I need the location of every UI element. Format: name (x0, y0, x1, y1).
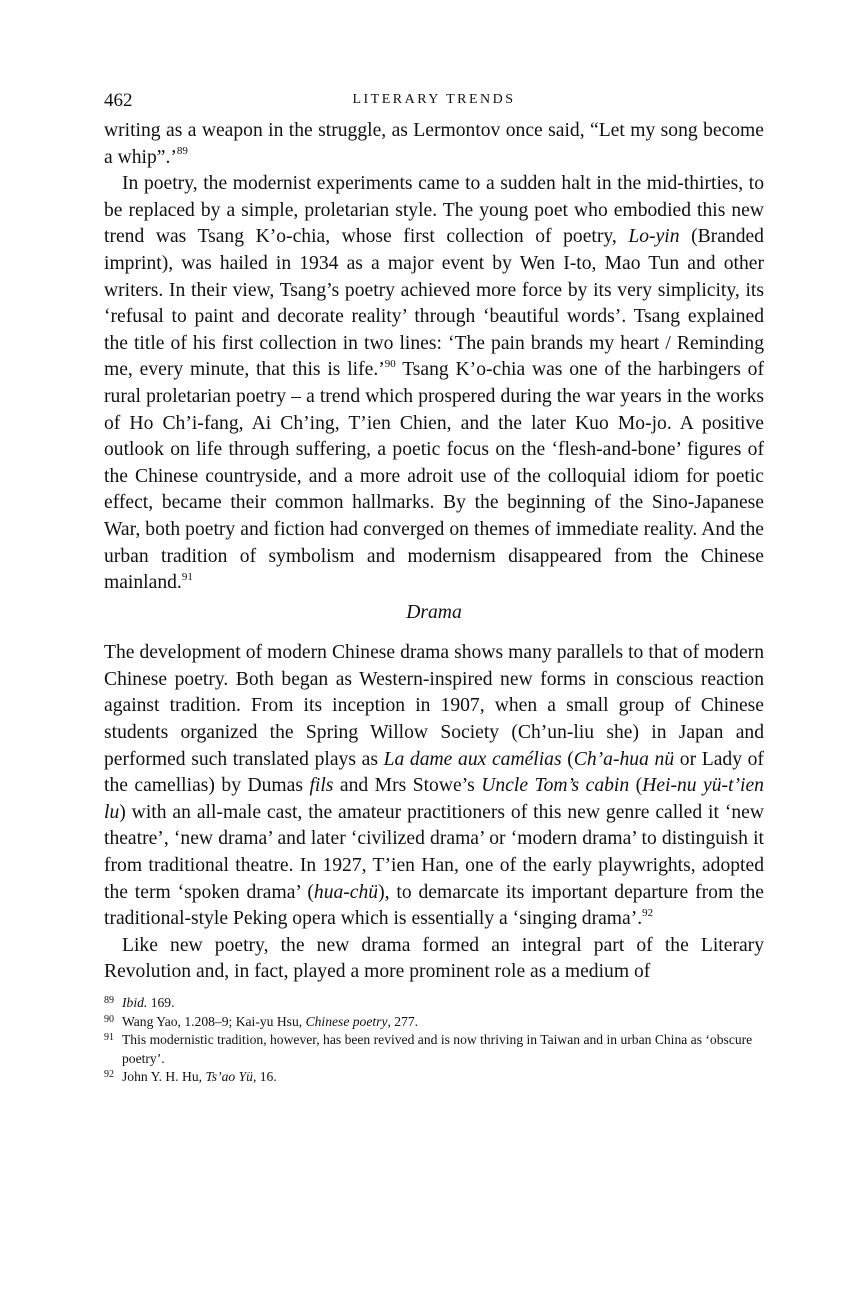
footnote-89 (104, 994, 764, 1013)
footnote-segment: , 277. (387, 1013, 419, 1029)
paragraph-2 (104, 171, 764, 597)
footnote-number: 89 (104, 995, 114, 1006)
body-text (104, 118, 764, 986)
paragraph-text: In poetry, the modernist experiments came to a sudden halt in the mid-thirties, to be replaced by a simple, proletarian style. The young poet who embodied this new trend was Tsang K’o-chia, whose first collection of poetry, (104, 173, 764, 248)
italic-title: Ch’a-hua nü (573, 748, 675, 770)
paragraph-text: ), to demarcate its important departure from the traditional-style Peking opera which is essentially a ‘singing drama’. (104, 881, 764, 930)
italic-title: Ts’ao Yü (205, 1069, 253, 1084)
italic-term: hua-chü (313, 881, 379, 903)
footnote-number: 91 (104, 1032, 114, 1043)
paragraph-text: (Branded imprint), was hailed in 1934 as a major event by Wen I-to, Mao Tun and other writers. In their view, Tsang’s poetry achieved more force by its very simplicity, its ‘refusal to paint and decorate reality’ through ‘beautiful words’. Tsang explained the title of his first collection in two lines: ‘The pain brands my heart / Reminding me, every minute, that this is life.’ (104, 226, 764, 381)
footnote-ref-89[interactable]: 89 (176, 145, 188, 158)
book-page (104, 90, 764, 1087)
italic-title: Hei-nu yü-t’ien lu (104, 775, 764, 823)
italic-word: fils (309, 775, 334, 797)
footnote-segment: Wang Yao, 1.208–9; Kai-yu Hsu, (122, 1013, 306, 1029)
footnote-ref-90[interactable]: 90 (384, 357, 396, 370)
footnote-number: 92 (104, 1069, 114, 1080)
footnote-text (122, 995, 174, 1010)
paragraph-text: ( (561, 748, 574, 770)
italic-title: La dame aux camélias (383, 748, 562, 770)
footnote-text: This modernistic tradition, however, has been revived and is now thriving in Taiwan and in urban China as ‘obscure poetry’. (122, 1032, 753, 1066)
italic-word: Ibid. (122, 995, 148, 1010)
paragraph-text: The development of modern Chinese drama shows many parallels to that of modern Chinese poetry. Both began as Western-inspired new forms in conscious reaction against tradition. From its inception in 1907, when a small group of Chinese students organized the Spring Willow Society (Ch’un-liu she) in Japan and performed such translated plays as (104, 642, 764, 770)
footnote-90 (104, 1013, 764, 1032)
header-title: LITERARY TRENDS (352, 92, 516, 107)
footnote-92 (104, 1068, 764, 1087)
footnote-segment: , 16. (252, 1069, 277, 1084)
paragraph-text: writing as a weapon in the struggle, as Lermontov once said, “Let my song become a whip”.’ (104, 120, 764, 168)
footnotes (104, 994, 764, 1087)
section-title-drama: Drama (406, 601, 462, 623)
paragraph-text: Tsang K’o-chia was one of the harbingers of rural proletarian poetry – a trend which prospered during the war years in the works of Ho Ch’i-fang, Ai Ch’ing, T’ien Chien, and the later Kuo Mo-jo. A positive outlook on life through suffering, a poetic focus on the ‘flesh-and-bone’ figures of the Chinese countryside, and a more adroit use of the colloquial idiom for poetic effect, became their common hallmarks. By the beginning of the Sino-Japanese War, both poetry and fiction had converged on themes of immediate reality. And the urban tradition of symbolism and modernism disappeared from the Chinese mainland. (104, 359, 764, 594)
footnote-ref-92[interactable]: 92 (642, 906, 654, 919)
paragraph-text: or Lady of the camellias) by Dumas (104, 748, 764, 797)
footnote-91 (104, 1031, 764, 1068)
italic-title: Chinese poetry (305, 1013, 388, 1029)
paragraph-text: Like new poetry, the new drama formed an integral part of the Literary Revolution and, in fact, played a more prominent role as a medium of (104, 934, 764, 983)
footnote-number: 90 (104, 1013, 114, 1025)
paragraph-3 (104, 640, 764, 933)
page-number: 462 (104, 90, 133, 111)
footnote-ref-91[interactable]: 91 (181, 570, 193, 583)
running-head (104, 90, 764, 116)
paragraph-text: ) with an all-male cast, the amateur practitioners of this new genre called it ‘new theatre’, ‘new drama’ and later ‘civilized drama’ or ‘modern drama’ to distinguish it from traditional theatre. In 1927, T’ien Han, one of the early playwrights, adopted the term ‘spoken drama’ ( (104, 801, 764, 903)
footnote-text (122, 1069, 277, 1084)
italic-title: Uncle Tom’s cabin (481, 775, 630, 797)
paragraph-4 (104, 933, 764, 986)
footnote-segment: John Y. H. Hu, (122, 1069, 206, 1084)
footnote-text (122, 1014, 418, 1029)
paragraph-text: and Mrs Stowe’s (333, 775, 482, 797)
italic-title: Lo-yin (628, 226, 680, 248)
footnote-segment: 169. (147, 995, 175, 1010)
paragraph-text: ( (629, 775, 643, 797)
paragraph-1 (104, 118, 764, 171)
